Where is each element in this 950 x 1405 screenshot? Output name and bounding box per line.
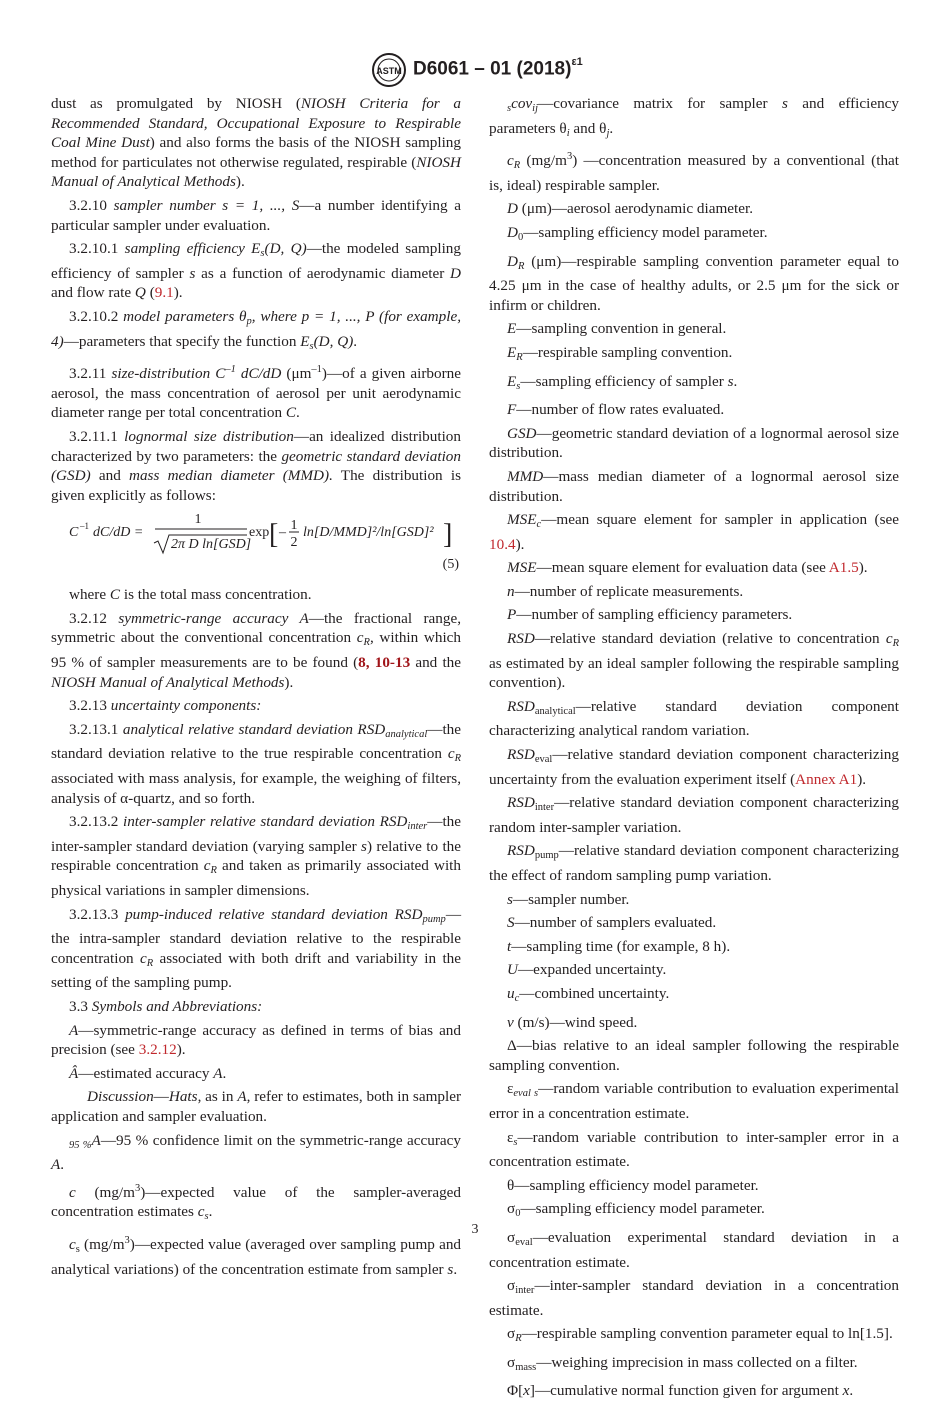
section-3-2-11-1: 3.2.11.1 lognormal size distribution—an idealized distribution characterized by two parameters: the geometric standard deviation (GSD) and mass median diameter (MMD). The distribution is given explicitly as follows:	[51, 427, 461, 504]
section-3-2-13-2: 3.2.13.2 inter-sampler relative standard deviation $RSD_{inter}—the$ inter-sampler standard deviation (varying sampler s) relative to the respirable concentration $c_R$ and taken as primarily associated with physical variations in sampler dimensions.	[51, 813, 462, 899]
symbol-sigma-eval: $\sigma_{eval}—evaluation$ experimental standard deviation in a concentration estimate.	[489, 1228, 899, 1271]
symbol-E: E—sampling convention in general.	[507, 320, 727, 338]
symbol-v: v (m/s)—wind speed.	[507, 1013, 638, 1031]
link-9-1[interactable]: 9.1	[154, 284, 174, 302]
symbol-t: t—sampling time (for example, 8 h).	[507, 937, 731, 955]
link-10-4[interactable]: 10.4	[489, 535, 516, 553]
symbol-95-A: $_{95 \%}$A—95 % confidence limit on the symmetric-range accuracy A.	[51, 1131, 462, 1174]
symbol-theta: θ—sampling efficiency model parameter.	[507, 1176, 759, 1194]
eq-minus: –	[279, 525, 286, 541]
equation-5	[51, 511, 461, 577]
eq-lhs-rest: dC/dD =	[93, 525, 144, 541]
symbol-D0: $D_0—sampling$ efficiency model parameter.	[507, 223, 768, 243]
symbol-n: n—number of replicate measurements.	[507, 582, 744, 600]
symbol-Es: $E_s—sampling$ efficiency of sampler s.	[507, 372, 738, 392]
symbol-A-hat: Â—estimated accuracy A.	[69, 1064, 227, 1082]
symbol-A: A—symmetric-range accuracy as defined in terms of bias and precision (see 3.2.12).	[51, 1021, 461, 1059]
symbol-D: D (μm)—aerosol aerodynamic diameter.	[507, 200, 753, 218]
eq-half-num: 1	[290, 518, 298, 534]
section-3-2-13-1: 3.2.13.1 analytical relative standard deviation $RSD_{analytical}—the$ standard deviation relative to the true respirable concentration $c_R$ associated with mass analysis, for example, the weighing of filters, analysis of α-quartz, and so forth.	[51, 720, 462, 807]
left-column	[51, 94, 461, 1283]
section-3-2-10-1: 3.2.10.1 sampling efficiency $E_s(D$, Q)—the modeled sampling efficiency of sampler s as a function of aerodynamic diameter D and flow rate Q (9.1).	[51, 240, 461, 302]
equation-number: (5)	[442, 557, 459, 573]
section-3-2-12: 3.2.12 symmetric-range accuracy A—the fractional range, symmetric about the conventional concentration $c_R$, within which 95 % of sampler measurements are to be found (8, 10-13 and the NIOSH Manual of Analytical Methods).	[51, 609, 461, 691]
symbol-DR: $D_R$ (μm)—respirable sampling convention parameter equal to 4.25 μm in the case of healthy adults, or 2.5 μm for the sick or infirm or children.	[489, 252, 899, 314]
symbol-sigma-mass: $\sigma_{mass}—weighing$ imprecision in mass collected on a filter.	[507, 1353, 858, 1373]
page-header	[0, 48, 950, 88]
symbol-U: U—expanded uncertainty.	[507, 961, 667, 979]
symbol-uc: $u_c—combined$ uncertainty.	[507, 984, 670, 1004]
section-3-2-10: 3.2.10 sampler number s = 1, ..., S—a number identifying a particular sampler under evaluation.	[51, 196, 461, 234]
link-A1-5[interactable]: A1.5	[828, 559, 859, 577]
equation-where: where C is the total mass concentration.	[69, 586, 312, 604]
symbol-c: c $(mg/m^3)—expected$ value of the sampler-averaged concentration estimates $c_s$.	[51, 1182, 462, 1223]
section-3-3: 3.3 Symbols and Abbreviations:	[69, 997, 263, 1015]
section-3-2-13-3: 3.2.13.3 pump-induced relative standard deviation $RSD_{pump}—the$ intra-sampler standard deviation relative to the respirable concentration $c_R$ associated with both drift and variability in the setting of the sampling pump.	[51, 905, 462, 992]
section-3-2-10-2: 3.2.10.2 model parameters $\theta_p$, where p = 1, ..., P (for example, 4)—parameters that specify the function $E_s(D$, Q).	[51, 307, 462, 352]
symbol-phi: Φ[x]—cumulative normal function given for argument x.	[507, 1382, 854, 1400]
symbol-s: s—sampler number.	[507, 890, 630, 908]
page-number: 3	[471, 1222, 479, 1237]
symbol-sigma0: $\sigma_0—sampling$ efficiency model parameter.	[507, 1200, 765, 1220]
symbol-P: P—number of sampling efficiency parameters.	[507, 606, 793, 624]
symbol-ER: $E_R—respirable$ sampling convention.	[507, 343, 733, 363]
discussion-note: Discussion—Hats, as in A, refer to estimates, both in sampler application and sampler evaluation.	[51, 1088, 462, 1125]
symbol-cs: $c_s$ $(mg/m^3)—expected$ value (averaged over sampling pump and analytical variations) of the concentration estimate from sampler s.	[51, 1234, 462, 1278]
symbol-epsilon-eval: $\varepsilon_{eval s}—random$ variable contribution to evaluation experimental error in a concentration estimate.	[489, 1080, 899, 1122]
symbol-MSEc: $MSE_c—mean$ square element for sampler in application (see 10.4).	[489, 511, 899, 553]
astm-logo-text: ASTM	[376, 66, 402, 76]
eq-numerator: 1	[194, 512, 202, 528]
link-refs-8-10-13[interactable]: 8, 10-13	[358, 654, 411, 672]
link-3-2-12[interactable]: 3.2.12	[138, 1041, 177, 1059]
eq-denominator: 2π D ln[GSD]	[171, 537, 252, 553]
symbol-S: S—number of samplers evaluated.	[507, 914, 717, 932]
symbol-GSD: GSD—geometric standard deviation of a lognormal aerosol size distribution.	[489, 424, 899, 462]
section-3-2-11: 3.2.11 size-distribution $C^{-1}$ dC/dD $(\mu m^{-1})—of$ a given airborne aerosol, the mass concentration of aerosol per unit aerodynamic diameter range per total concentration C.	[51, 364, 461, 422]
symbol-RSD-eval: $RSD_{eval}—relative$ standard deviation component characterizing uncertainty from the evaluation experiment itself (Annex A1).	[489, 746, 899, 788]
document-designation	[413, 58, 583, 80]
eq-lhs-sup: –1	[80, 521, 89, 532]
symbol-epsilon-s: $\varepsilon_s—random$ variable contribution to inter-sampler error in a concentration estimate.	[489, 1128, 899, 1171]
astm-logo-icon	[369, 52, 409, 88]
symbol-MSE: MSE—mean square element for evaluation data (see A1.5).	[507, 559, 868, 577]
eq-exp: exp	[249, 525, 270, 541]
symbol-sigma-inter: $\sigma_{inter}—inter$-sampler standard deviation in a concentration estimate.	[489, 1277, 899, 1319]
symbol-sigma-R: $\sigma_R—respirable$ sampling convention parameter equal to ln[1.5].	[507, 1325, 893, 1345]
symbol-RSD-analytical: $RSD_{analytical}—relative$ standard deviation component characterizing analytical random variation.	[489, 697, 899, 740]
right-column	[489, 94, 899, 1405]
link-annex-a1[interactable]: Annex A1	[795, 770, 858, 788]
svg-text:[: [	[269, 519, 279, 551]
equation-graphic	[51, 511, 461, 577]
symbol-RSD: RSD—relative standard deviation (relative to concentration $c_R$ as estimated by an ideal sampler following the respirable sampling convention).	[489, 630, 899, 692]
symbol-cov: $_s$cov$_{ij}$—covariance matrix for sampler s and efficiency parameters $\theta_i$ and $\theta_j$.	[489, 95, 900, 139]
paragraph-niosh: dust as promulgated by NIOSH (NIOSH Criteria for a Recommended Standard, Occupational Exposure to Respirable Coal Mine Dust) and also forms the basis of the NIOSH sampling method for particulates not otherwise regulated, respirable (NIOSH Manual of Analytical Methods).	[51, 95, 461, 191]
symbol-cR: $c_R$ $(mg/m^3)$ —concentration measured by a conventional (that is, ideal) respirable sampler.	[489, 151, 900, 194]
doc-epsilon: ε1	[571, 56, 583, 68]
eq-half-den: 2	[290, 535, 298, 551]
symbol-RSD-pump: $RSD_{pump}—relative$ standard deviation component characterizing the effect of random sampling pump variation.	[489, 842, 899, 884]
section-3-2-13: 3.2.13 uncertainty components:	[69, 697, 262, 715]
eq-inner: ln[D/MMD]²/ln[GSD]²	[303, 525, 434, 541]
eq-lhs: C	[69, 525, 79, 541]
doc-number: D6061 – 01 (2018)	[413, 58, 572, 80]
symbol-delta: Δ—bias relative to an ideal sampler following the respirable sampling convention.	[489, 1037, 899, 1074]
svg-text:]: ]	[443, 519, 453, 551]
symbol-RSD-inter: $RSD_{inter}—relative$ standard deviation component characterizing random inter-sampler variation.	[489, 794, 899, 836]
symbol-MMD: MMD—mass median diameter of a lognormal aerosol size distribution.	[489, 467, 899, 505]
symbol-F: F—number of flow rates evaluated.	[507, 401, 725, 419]
